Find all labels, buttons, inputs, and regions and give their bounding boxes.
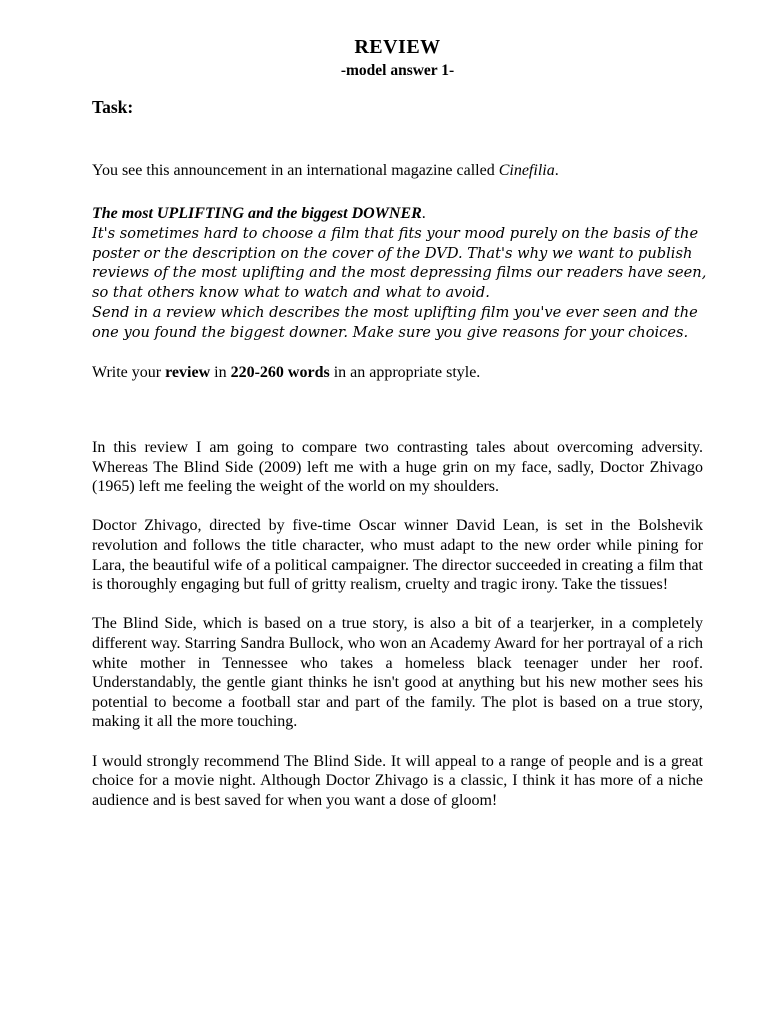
announcement-line: reviews of the most uplifting and the most depressing films our readers have seen,: [92, 264, 707, 282]
instruction-text: in: [210, 364, 231, 381]
intro-end: .: [554, 162, 559, 179]
announcement-line: Send in a review which describes the most uplifting film you've ever seen and the: [92, 303, 698, 321]
announcement-line: poster or the description on the cover of the DVD. That's why we want to publish: [92, 244, 693, 262]
page-subtitle: -model answer 1-: [340, 62, 455, 79]
review-body: [92, 438, 703, 830]
task-intro: [92, 161, 712, 181]
instruction-bold-review: review: [165, 364, 211, 381]
review-paragraph: The Blind Side, which is based on a true story, is also a bit of a tearjerker, in a completely different way. Starring Sandra Bullock, who won an Academy Award for her portrayal of a rich white mother in Tennessee who takes a homeless black teenager under her roof. Understandably, the gentle giant thinks he isn't good at anything but his new mother sees his potential to become a football star and part of the family. The plot is based on a true story, making it all the more touching.: [92, 615, 703, 731]
magazine-name: Cinefilia: [498, 162, 555, 179]
instruction-text: in an appropriate style.: [329, 364, 481, 381]
announcement-line: one you found the biggest downer. Make sure you give reasons for your choices.: [92, 323, 689, 341]
review-paragraph: In this review I am going to compare two contrasting tales about overcoming adversity. Whereas The Blind Side (2009) left me with a huge grin on my face, sadly, Doctor Zhivago (1965) left me feeling the weight of the world on my shoulders.: [92, 439, 703, 496]
announcement: [92, 204, 712, 343]
announcement-heading-line: [92, 204, 712, 224]
instruction-word-count: 220-260 words: [230, 364, 330, 381]
instruction-text: Write your: [92, 364, 166, 381]
page-title: REVIEW: [354, 36, 441, 58]
intro-text: You see this announcement in an international magazine called: [92, 162, 499, 179]
announcement-line: It's sometimes hard to choose a film that fits your mood purely on the basis of the: [92, 224, 699, 242]
announcement-heading-end: .: [421, 205, 426, 222]
task-instruction: [92, 363, 712, 383]
review-paragraph: I would strongly recommend The Blind Side. It will appeal to a range of people and is a great choice for a movie night. Although Doctor Zhivago is a classic, I think it has more of a niche audience and is best saved for when you want a dose of gloom!: [92, 752, 703, 809]
task-heading: Task:: [92, 97, 134, 117]
announcement-heading: The most UPLIFTING and the biggest DOWNER: [92, 205, 422, 222]
review-paragraph: Doctor Zhivago, directed by five-time Oscar winner David Lean, is set in the Bolshevik revolution and follows the title character, who must adapt to the new order while pining for Lara, the beautiful wife of a political campaigner. The director succeeded in creating a film that is thoroughly engaging but full of gritty realism, cruelty and tragic irony. Take the tissues!: [92, 517, 703, 594]
announcement-line: so that others know what to watch and what to avoid.: [92, 284, 490, 302]
